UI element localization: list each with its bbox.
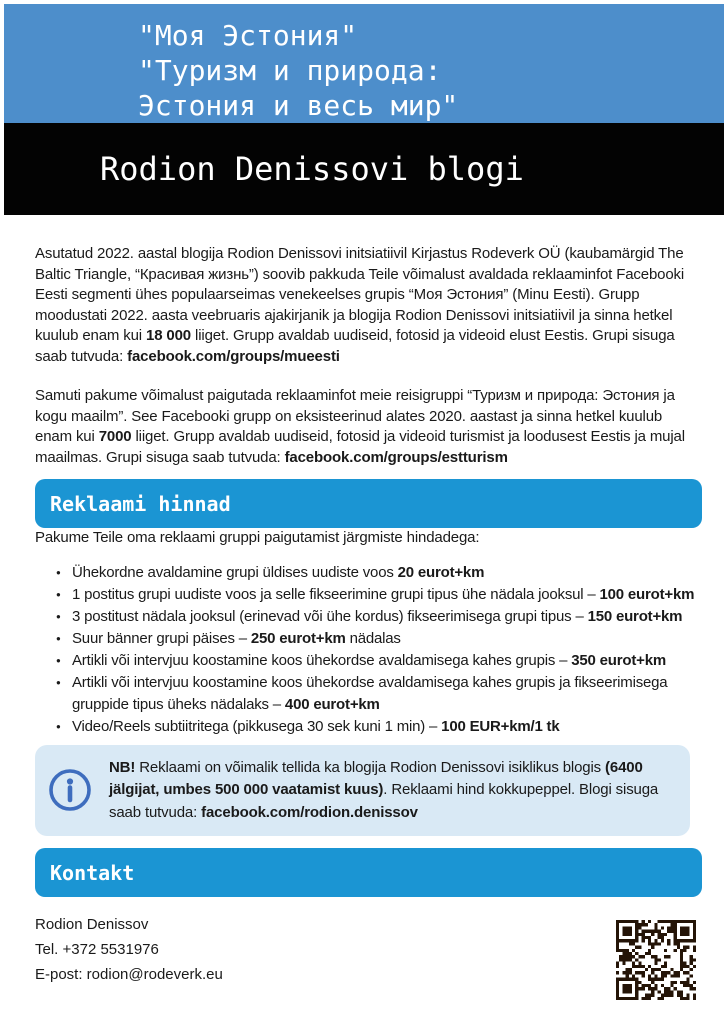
section-header-contact-label: Kontakt	[50, 860, 135, 885]
group-titles-banner	[4, 4, 724, 123]
text-segment: 7000	[98, 428, 132, 445]
price-list-item	[55, 562, 718, 584]
price-list-item	[55, 606, 718, 628]
section-header-contact	[35, 848, 702, 897]
group-title-line-3: Эстония и весь мир"	[138, 89, 459, 122]
pricing-intro: Pakume Teile oma reklaami gruppi paigutamist järgmiste hindadega:	[35, 529, 480, 546]
text-segment: 250 eurot+km	[250, 629, 346, 647]
contact-phone: Tel. +372 5531976	[35, 941, 159, 958]
info-icon	[48, 768, 92, 812]
price-list-item	[55, 650, 718, 672]
link-text[interactable]: facebook.com/rodion.denissov	[201, 803, 418, 821]
section-header-prices-label: Reklaami hinnad	[50, 491, 231, 516]
text-segment: Suur bänner grupi päises –	[72, 629, 251, 647]
text-segment: Artikli või intervjuu koostamine koos ühekordse avaldamisega kahes grupis –	[72, 651, 572, 669]
qr-code	[616, 920, 696, 1000]
text-segment: 20 eurot+km	[397, 563, 485, 581]
price-list-item	[55, 628, 718, 650]
text-segment: 18 000	[146, 327, 191, 344]
text-segment: (6400 jälgijat, umbes 500 000 vaatamist kuus)	[109, 758, 643, 798]
blog-title: Rodion Denissovi blogi	[100, 150, 524, 188]
text-segment: 1 postitus grupi uudiste voos ja selle fikseerimine grupi tipus ühe nädala jooksul –	[72, 585, 600, 603]
text-segment: Reklaami on võimalik tellida ka blogija Rodion Denissovi isiklikus blogis	[135, 758, 606, 776]
text-segment: Video/Reels subtiitritega (pikkusega 30 sek kuni 1 min) –	[72, 717, 442, 735]
section-header-prices	[35, 479, 702, 528]
contact-name: Rodion Denissov	[35, 916, 149, 933]
text-segment: 100 eurot+km	[599, 585, 695, 603]
text-segment: NB!	[109, 758, 136, 776]
price-list-item	[55, 584, 718, 606]
text-segment: 150 eurot+km	[587, 607, 683, 625]
intro-paragraph-estturism	[35, 386, 702, 468]
text-segment: 400 eurot+km	[284, 695, 380, 713]
price-list-item	[55, 716, 718, 738]
group-title-line-1: "Моя Эстония"	[138, 19, 358, 52]
text-segment: . Reklaami hind kokkupeppel. Blogi sisuga saab tutvuda:	[109, 781, 659, 821]
link-text[interactable]: facebook.com/groups/mueesti	[127, 347, 340, 365]
text-segment: 100 EUR+km/1 tk	[441, 717, 560, 735]
note-box	[35, 745, 690, 837]
link-text[interactable]: facebook.com/groups/estturism	[284, 448, 508, 466]
flyer-content	[0, 215, 724, 987]
text-segment: Ühekordne avaldamine grupi üldises uudiste voos	[72, 563, 398, 581]
blog-title-banner	[4, 123, 724, 215]
text-segment: nädalas	[345, 629, 401, 647]
group-title-line-2: "Туризм и природа:	[138, 54, 442, 87]
price-list	[35, 562, 718, 738]
text-segment: Asutatud 2022. aastal blogija Rodion Denissovi initsiatiivil Kirjastus Rodeverk OÜ (kaubamärgid The Baltic Triangle, “Красивая жизнь”) soovib pakkuda Teile võimalust avaldada reklaaminfot Facebooki Eesti segmenti ühes populaarseimas venekeelses grupis “Моя Эстония” (Minu Eesti). Grupp moodustati 2022. aasta veebruaris ajakirjanik ja blogija Rodion Denissovi initsiatiivil ja sinna hetkel kuulub enam kui	[35, 245, 685, 344]
text-segment: liiget. Grupp avaldab uudiseid, fotosid ja videoid elust Eestis. Grupi sisuga saab tutvuda:	[35, 327, 675, 365]
text-segment: liiget. Grupp avaldab uudiseid, fotosid ja videoid turismist ja loodusest Eestis ja mujal maailmas. Grupi sisuga saab tutvuda:	[35, 428, 685, 466]
contact-email: E-post: rodion@rodeverk.eu	[35, 966, 223, 983]
intro-paragraph-mueesti	[35, 244, 702, 367]
text-segment: 350 eurot+km	[571, 651, 666, 669]
text-segment: Samuti pakume võimalust paigutada reklaaminfot meie reisigruppi “Туризм и природа: Эстония ja kogu maailm”. See Facebooki grupp on eksisteerinud alates 2020. aastast ja sinna hetkel kuulub enam kui	[35, 387, 675, 445]
price-list-item	[55, 672, 718, 716]
contact-block	[35, 912, 702, 987]
text-segment: Artikli või intervjuu koostamine koos ühekordse avaldamisega kahes grupis ja fikseerimisega gruppide tipus üheks nädalaks –	[72, 673, 668, 713]
note-text	[109, 757, 662, 825]
text-segment: 3 postitust nädala jooksul (erinevad või ühe kordus) fikseerimisega grupi tipus –	[72, 607, 588, 625]
